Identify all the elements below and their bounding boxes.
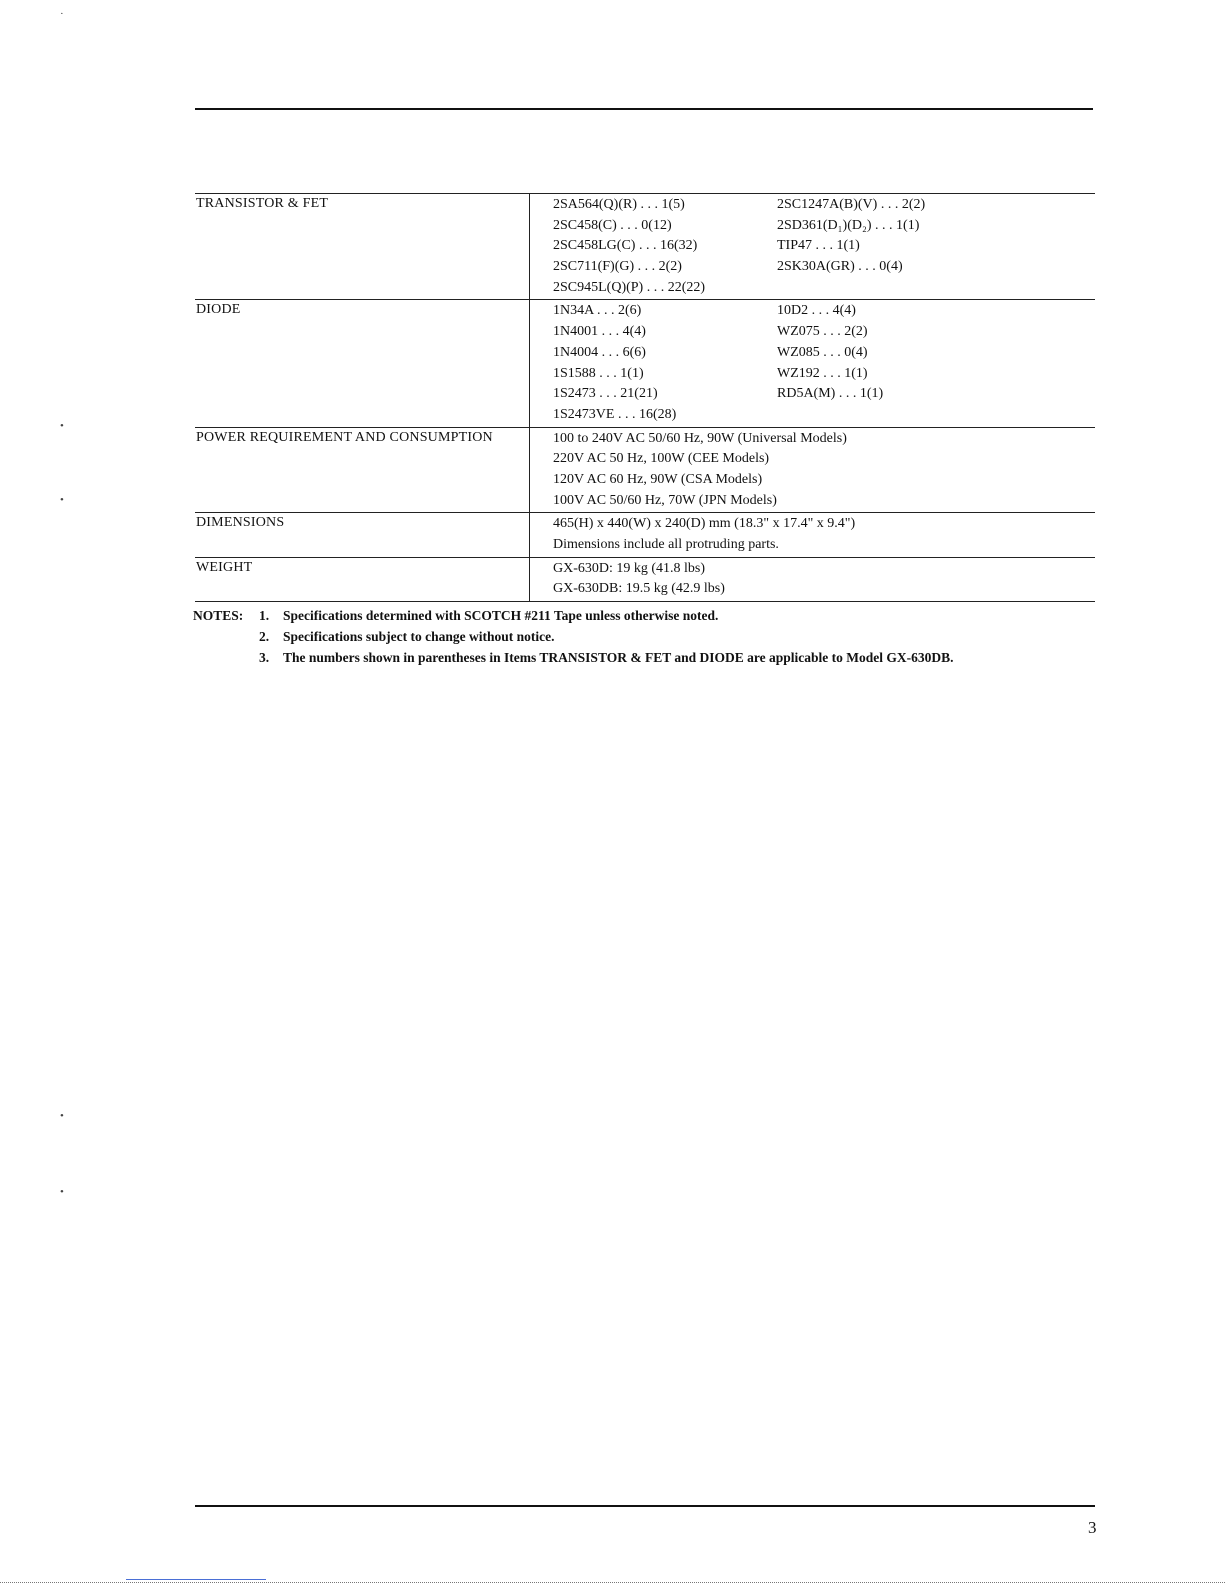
spec-value: Dimensions include all protruding parts.	[553, 537, 779, 552]
bottom-rule	[195, 1505, 1095, 1507]
spec-value: GX-630D: 19 kg (41.8 lbs)	[553, 560, 706, 576]
spec-value: RD5A(M) . . . 1(1)	[777, 386, 884, 402]
scan-mark: •	[60, 420, 64, 432]
spec-table	[195, 193, 1095, 602]
spec-value: WZ085 . . . 0(4)	[777, 344, 868, 360]
note-item	[193, 626, 953, 647]
note-number: 1.	[259, 608, 270, 623]
spec-label: WEIGHT	[195, 557, 530, 601]
spec-value: 100 to 240V AC 50/60 Hz, 90W (Universal Models)	[553, 430, 847, 446]
note-text: Specifications subject to change without notice.	[283, 629, 555, 644]
spec-label: POWER REQUIREMENT AND CONSUMPTION	[195, 427, 530, 513]
scan-mark: •	[60, 494, 64, 506]
spec-values-col2	[777, 195, 1095, 298]
note-number: 3.	[259, 650, 270, 665]
spec-value: GX-630DB: 19.5 kg (42.9 lbs)	[553, 581, 725, 597]
spec-value: 1S2473 . . . 21(21)	[553, 386, 658, 402]
top-rule	[195, 108, 1093, 110]
spec-value: 1N4001 . . . 4(4)	[553, 324, 646, 340]
spec-label: TRANSISTOR & FET	[195, 194, 530, 300]
spec-value: 1S1588 . . . 1(1)	[553, 365, 644, 381]
spec-value: 2SC945L(Q)(P) . . . 22(22)	[553, 279, 706, 295]
spec-value: 2SA564(Q)(R) . . . 1(5)	[553, 197, 685, 212]
scan-mark: •	[60, 1186, 64, 1198]
spec-value: 2SD361(D₁)(D₂) . . . 1(1)	[777, 217, 920, 233]
spec-value: 10D2 . . . 4(4)	[777, 303, 856, 319]
note-item	[193, 647, 953, 668]
scan-edge	[0, 1582, 1225, 1583]
spec-values-col2	[777, 301, 1095, 425]
scan-mark: ·	[60, 8, 64, 20]
note-item	[193, 605, 953, 626]
spec-value: 2SK30A(GR) . . . 0(4)	[777, 259, 903, 275]
note-text: The numbers shown in parentheses in Items TRANSISTOR & FET and DIODE are applicable to Model GX-630DB.	[283, 650, 954, 665]
spec-value: 120V AC 60 Hz, 90W (CSA Models)	[553, 471, 763, 487]
spec-values-col1	[553, 301, 777, 425]
spec-label: DIMENSIONS	[195, 513, 530, 557]
note-text: Specifications determined with SCOTCH #211 Tape unless otherwise noted.	[283, 608, 719, 623]
spec-row-dimensions	[195, 513, 1095, 557]
notes-label: NOTES:	[193, 608, 244, 623]
spec-value: 220V AC 50 Hz, 100W (CEE Models)	[553, 451, 770, 467]
spec-value: 100V AC 50/60 Hz, 70W (JPN Models)	[553, 492, 777, 508]
spec-value: 1N4004 . . . 6(6)	[553, 344, 646, 360]
notes	[193, 605, 953, 668]
spec-values-col1	[553, 195, 777, 298]
spec-value: 2SC458LG(C) . . . 16(32)	[553, 238, 698, 254]
spec-label: DIODE	[195, 300, 530, 427]
spec-value: WZ192 . . . 1(1)	[777, 365, 868, 381]
spec-value: TIP47 . . . 1(1)	[777, 238, 860, 254]
spec-row-weight	[195, 557, 1095, 601]
spec-row-diode	[195, 300, 1095, 427]
spec-value: 465(H) x 440(W) x 240(D) mm (18.3" x 17.4" x 9.4")	[553, 516, 856, 532]
spec-value: 2SC458(C) . . . 0(12)	[553, 217, 672, 233]
spec-value: WZ075 . . . 2(2)	[777, 324, 868, 340]
spec-value: 2SC1247A(B)(V) . . . 2(2)	[777, 197, 926, 212]
note-number: 2.	[259, 629, 270, 644]
page-number: 3	[1088, 1518, 1097, 1537]
spec-row-transistor	[195, 194, 1095, 300]
spec-value: 1N34A . . . 2(6)	[553, 303, 642, 319]
spec-value: 2SC711(F)(G) . . . 2(2)	[553, 259, 682, 275]
scan-mark: •	[60, 1110, 64, 1122]
spec-value: 1S2473VE . . . 16(28)	[553, 406, 677, 422]
scan-edge-mark	[126, 1579, 266, 1580]
spec-row-power	[195, 427, 1095, 513]
